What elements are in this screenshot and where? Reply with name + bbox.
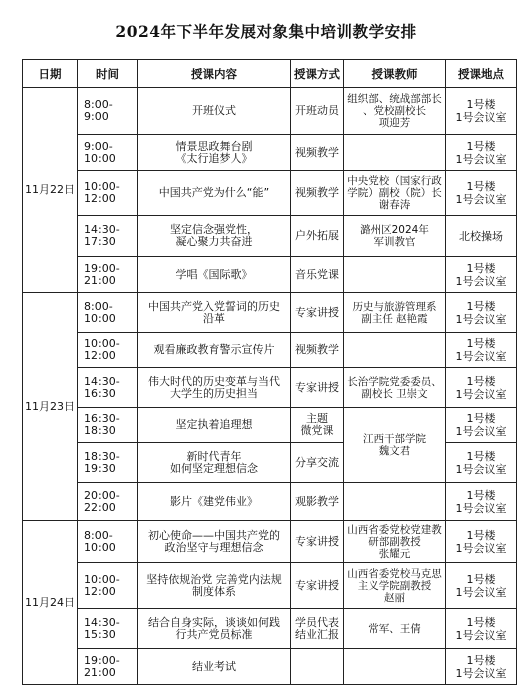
method-cell <box>291 368 344 408</box>
method-line: 主题 <box>306 412 328 425</box>
content-line: 中国共产党为什么“能” <box>158 186 270 199</box>
content-line: 情景思政舞台剧 <box>175 139 253 153</box>
method-cell <box>291 257 344 293</box>
location-cell <box>446 257 517 293</box>
location-line: 1号楼 <box>466 180 496 193</box>
table-row <box>23 135 517 171</box>
content-cell <box>138 368 291 408</box>
content-line: 如何坚定理想信念 <box>170 461 258 475</box>
method-cell <box>291 88 344 135</box>
teacher-line: 研部副教授 <box>368 535 421 548</box>
method-line: 结业汇报 <box>295 627 339 641</box>
table-row <box>23 88 517 135</box>
location-line: 1号会议室 <box>455 193 507 206</box>
table-row <box>23 216 517 257</box>
location-line: 1号楼 <box>466 488 496 502</box>
location-line: 1号楼 <box>466 374 496 388</box>
table-row <box>23 293 517 333</box>
method-line: 微党课 <box>300 424 334 437</box>
method-cell <box>291 408 344 443</box>
teacher-line: 潞州区2024年 <box>360 224 429 236</box>
content-line: 坚持依规治党 完善党内法规 <box>146 572 282 586</box>
content-line: 伟大时代的历史变革与当代 <box>148 374 280 388</box>
method-line: 开班动员 <box>295 104 339 117</box>
column-header-content: 授课内容 <box>138 60 291 88</box>
time-cell: 14:30-16:30 <box>78 368 138 408</box>
time-cell: 8:00-10:00 <box>78 521 138 563</box>
content-line: 结合自身实际，谈谈如何践 <box>148 615 280 629</box>
method-cell <box>291 483 344 521</box>
time-cell: 16:30-18:30 <box>78 408 138 443</box>
content-cell <box>138 171 291 216</box>
teacher-cell <box>344 483 446 521</box>
teacher-cell <box>344 368 446 408</box>
column-header-time: 时间 <box>78 60 138 88</box>
location-cell <box>446 216 517 257</box>
location-line: 1号楼 <box>466 98 496 111</box>
date-cell: 11月24日 <box>23 521 78 685</box>
teacher-line: 赵丽 <box>384 591 405 604</box>
location-line: 1号楼 <box>466 299 496 313</box>
content-line: 学唱《国际歌》 <box>175 267 253 281</box>
method-cell <box>291 649 344 685</box>
location-line: 1号楼 <box>466 528 496 542</box>
teacher-cell <box>344 609 446 649</box>
method-line: 分享交流 <box>295 455 339 469</box>
time-cell: 20:00-22:00 <box>78 483 138 521</box>
method-cell <box>291 333 344 368</box>
content-cell <box>138 257 291 293</box>
location-line: 1号会议室 <box>455 152 507 166</box>
teacher-line: 长治学院党委委员、 <box>347 375 442 388</box>
content-line: 《太行追梦人》 <box>175 151 253 165</box>
content-cell <box>138 609 291 649</box>
table-row <box>23 333 517 368</box>
location-cell <box>446 293 517 333</box>
time-cell: 10:00-12:00 <box>78 333 138 368</box>
method-cell <box>291 171 344 216</box>
teacher-cell <box>344 257 446 293</box>
teacher-line: 历史与旅游管理系 <box>352 300 437 313</box>
content-line: 结业考试 <box>192 659 236 673</box>
teacher-cell <box>344 293 446 333</box>
time-cell: 10:00-12:00 <box>78 171 138 216</box>
table-row <box>23 408 517 443</box>
time-cell: 19:00-21:00 <box>78 649 138 685</box>
method-line: 视频教学 <box>295 145 339 159</box>
schedule-table <box>22 59 517 685</box>
method-line: 专家讲授 <box>295 380 339 394</box>
location-line: 1号会议室 <box>455 312 507 326</box>
teacher-cell <box>344 563 446 609</box>
column-header-location: 授课地点 <box>446 60 517 88</box>
teacher-line: 主义学院副教授 <box>357 579 432 592</box>
content-line: 沿革 <box>203 311 225 325</box>
method-cell <box>291 216 344 257</box>
table-row <box>23 563 517 609</box>
content-line: 坚定信念强党性， <box>170 223 258 236</box>
location-line: 1号会议室 <box>455 462 507 476</box>
location-cell <box>446 88 517 135</box>
method-cell <box>291 293 344 333</box>
location-line: 1号楼 <box>466 615 496 629</box>
teacher-line: 、党校副校长 <box>363 105 426 117</box>
column-header-date: 日期 <box>23 60 78 88</box>
table-row <box>23 171 517 216</box>
method-line: 专家讲授 <box>295 534 339 548</box>
teacher-line: 谢春涛 <box>378 199 411 211</box>
content-cell <box>138 649 291 685</box>
location-line: 北校操场 <box>459 229 503 243</box>
location-line: 1号会议室 <box>455 541 507 555</box>
content-cell <box>138 408 291 443</box>
content-cell <box>138 333 291 368</box>
location-cell <box>446 563 517 609</box>
location-line: 1号楼 <box>466 449 496 463</box>
content-cell <box>138 521 291 563</box>
teacher-line: 江西干部学院 <box>363 433 426 445</box>
content-cell <box>138 483 291 521</box>
method-line: 专家讲授 <box>295 578 339 592</box>
time-cell: 14:30-17:30 <box>78 216 138 257</box>
content-line: 坚定执着追理想 <box>175 418 253 431</box>
method-cell <box>291 443 344 483</box>
teacher-line: 中央党校（国家行政 <box>347 175 442 187</box>
content-cell <box>138 135 291 171</box>
time-cell: 18:30-19:30 <box>78 443 138 483</box>
teacher-cell <box>344 649 446 685</box>
table-row <box>23 521 517 563</box>
content-cell <box>138 293 291 333</box>
time-cell: 8:00-9:00 <box>78 88 138 135</box>
time-cell: 14:30-15:30 <box>78 609 138 649</box>
method-line: 视频教学 <box>295 343 339 356</box>
location-line: 1号楼 <box>466 337 496 350</box>
teacher-line: 山西省委党校马克思 <box>347 567 442 580</box>
time-cell: 19:00-21:00 <box>78 257 138 293</box>
time-cell: 10:00-12:00 <box>78 563 138 609</box>
method-cell <box>291 521 344 563</box>
content-line: 制度体系 <box>192 584 236 598</box>
content-cell <box>138 563 291 609</box>
table-row <box>23 368 517 408</box>
table-row <box>23 483 517 521</box>
teacher-line: 学院）副校（院）长 <box>347 187 442 199</box>
date-cell: 11月22日 <box>23 88 78 293</box>
method-cell <box>291 135 344 171</box>
method-cell <box>291 609 344 649</box>
content-line: 凝心聚力共奋进 <box>175 235 253 248</box>
content-cell <box>138 216 291 257</box>
teacher-line: 山西省委党校党建教 <box>347 523 442 536</box>
method-line: 户外拓展 <box>295 229 339 242</box>
teacher-cell <box>344 333 446 368</box>
method-line: 音乐党课 <box>295 267 339 281</box>
content-line: 新时代青年 <box>186 449 242 463</box>
location-cell <box>446 171 517 216</box>
teacher-cell <box>344 171 446 216</box>
location-line: 1号楼 <box>466 139 496 153</box>
location-cell <box>446 521 517 563</box>
location-line: 1号楼 <box>466 261 496 275</box>
teacher-line: 军训教官 <box>373 236 416 248</box>
location-line: 1号会议室 <box>455 425 507 438</box>
location-line: 1号会议室 <box>455 628 507 642</box>
location-cell <box>446 333 517 368</box>
table-header-row <box>23 60 517 88</box>
content-line: 政治坚守与理想信念 <box>164 540 264 554</box>
location-cell <box>446 609 517 649</box>
teacher-cell <box>344 408 446 483</box>
teacher-line: 组织部、统战部部长 <box>347 93 442 105</box>
location-cell <box>446 135 517 171</box>
content-line: 行共产党员标准 <box>175 627 253 641</box>
content-cell <box>138 88 291 135</box>
content-line: 初心使命——中国共产党的 <box>148 528 280 542</box>
teacher-line: 张耀元 <box>378 547 411 560</box>
content-cell <box>138 443 291 483</box>
content-line: 开班仪式 <box>192 104 236 117</box>
method-line: 学员代表 <box>295 615 339 629</box>
content-line: 观看廉政教育警示宣传片 <box>153 343 275 356</box>
teacher-cell <box>344 135 446 171</box>
time-cell: 9:00-10:00 <box>78 135 138 171</box>
content-line: 中国共产党入党誓词的历史 <box>148 299 280 313</box>
content-line: 影片《建党伟业》 <box>170 494 258 508</box>
teacher-line: 常军、王倩 <box>368 622 421 635</box>
location-line: 1号楼 <box>466 412 496 425</box>
teacher-line: 副校长 卫崇文 <box>361 387 428 400</box>
location-cell <box>446 483 517 521</box>
location-line: 1号会议室 <box>455 585 507 599</box>
location-line: 1号会议室 <box>455 501 507 515</box>
teacher-line: 项迎芳 <box>378 117 411 129</box>
location-line: 1号会议室 <box>455 274 507 288</box>
page-title: 2024年下半年发展对象集中培训教学安排 <box>115 22 417 41</box>
method-line: 视频教学 <box>295 186 339 199</box>
date-cell: 11月23日 <box>23 293 78 521</box>
method-line: 观影教学 <box>295 494 339 508</box>
column-header-teacher: 授课教师 <box>344 60 446 88</box>
location-line: 1号楼 <box>466 653 496 667</box>
teacher-cell <box>344 216 446 257</box>
location-line: 1号会议室 <box>455 111 507 124</box>
location-line: 1号会议室 <box>455 666 507 680</box>
method-cell <box>291 563 344 609</box>
teacher-line: 副主任 赵艳霞 <box>361 312 428 325</box>
location-line: 1号会议室 <box>455 350 507 363</box>
time-cell: 8:00-10:00 <box>78 293 138 333</box>
column-header-method: 授课方式 <box>291 60 344 88</box>
location-line: 1号会议室 <box>455 387 507 401</box>
method-line: 专家讲授 <box>295 305 339 319</box>
location-line: 1号楼 <box>466 572 496 586</box>
table-row <box>23 609 517 649</box>
teacher-cell <box>344 88 446 135</box>
location-cell <box>446 408 517 443</box>
content-line: 大学生的历史担当 <box>170 386 258 400</box>
teacher-line: 魏文君 <box>378 445 411 457</box>
location-cell <box>446 443 517 483</box>
table-row <box>23 649 517 685</box>
location-cell <box>446 649 517 685</box>
location-cell <box>446 368 517 408</box>
table-row <box>23 257 517 293</box>
teacher-cell <box>344 521 446 563</box>
